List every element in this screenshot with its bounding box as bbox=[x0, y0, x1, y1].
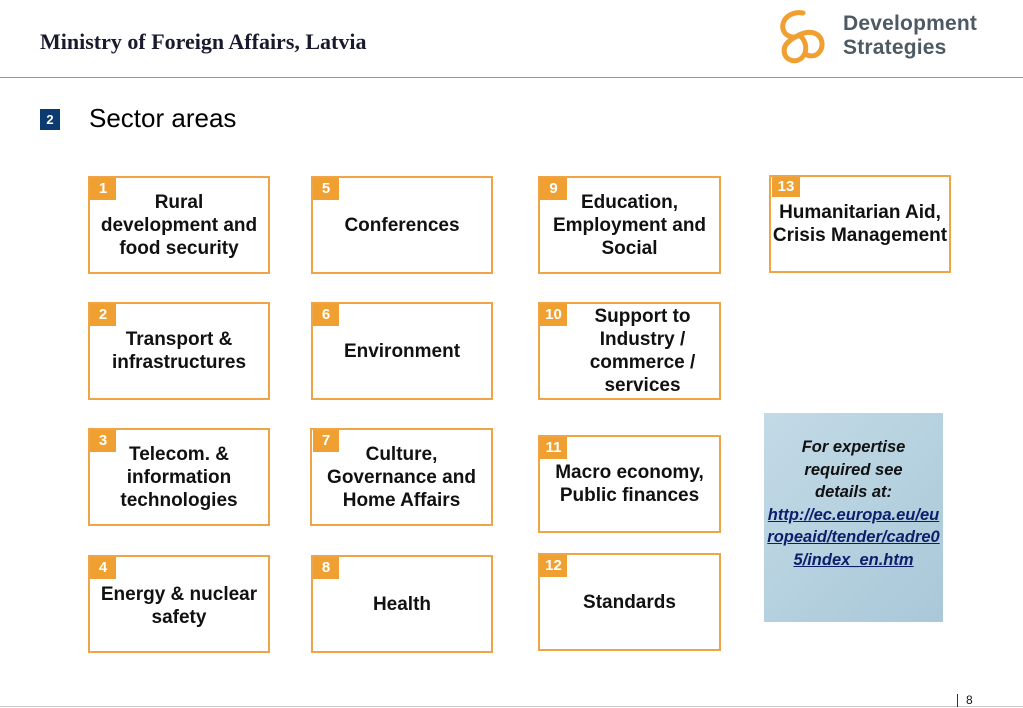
sector-label: Telecom. & information technologies bbox=[120, 443, 238, 511]
sector-label: Education, Employment and Social bbox=[552, 191, 707, 259]
sector-number-badge: 5 bbox=[313, 178, 339, 200]
development-strategies-logo bbox=[773, 9, 1003, 67]
section-title: Sector areas bbox=[89, 103, 237, 133]
sector-number-badge: 8 bbox=[313, 557, 339, 579]
footer-divider bbox=[0, 706, 1023, 707]
sector-number-badge: 6 bbox=[313, 304, 339, 326]
sector-label: Humanitarian Aid, Crisis Management bbox=[772, 202, 948, 246]
header-title: Ministry of Foreign Affairs, Latvia bbox=[40, 29, 367, 54]
sector-number-badge: 7 bbox=[313, 430, 339, 452]
footer-separator bbox=[957, 694, 958, 707]
sector-label: Conferences bbox=[344, 214, 460, 236]
sector-label: Standards bbox=[583, 591, 676, 613]
logo-line-1: Development bbox=[843, 12, 978, 35]
sector-number-badge: 2 bbox=[90, 304, 116, 326]
sector-number-badge: 12 bbox=[540, 555, 567, 577]
sector-label: Transport & infrastructures bbox=[111, 329, 247, 373]
expertise-info-box bbox=[764, 413, 943, 622]
sector-number-badge: 9 bbox=[540, 178, 567, 200]
sector-number-badge: 10 bbox=[540, 304, 567, 326]
sector-label: Rural development and food security bbox=[100, 191, 258, 259]
section-number-badge: 2 bbox=[40, 109, 60, 130]
expertise-link[interactable]: http://ec.europa.eu/europeaid/tender/cadre05/index_en.htm bbox=[767, 505, 940, 569]
sector-number-badge: 13 bbox=[772, 177, 800, 197]
logo-line-2: Strategies bbox=[843, 36, 947, 59]
sector-number-badge: 1 bbox=[90, 178, 116, 200]
sector-label: Culture, Governance and Home Affairs bbox=[327, 443, 476, 511]
logo-mark-icon bbox=[773, 9, 837, 67]
page-number: 8 bbox=[966, 693, 973, 707]
sector-label: Environment bbox=[343, 340, 461, 362]
info-text: For expertise required see details at: bbox=[801, 438, 906, 501]
sector-number-badge: 3 bbox=[90, 430, 116, 452]
logo-text bbox=[843, 12, 977, 60]
sector-label: Macro economy, Public finances bbox=[555, 462, 704, 506]
sector-number-badge: 11 bbox=[540, 437, 567, 459]
sector-number-badge: 4 bbox=[90, 557, 116, 579]
sector-label: Health bbox=[372, 593, 432, 615]
header-divider bbox=[0, 77, 1023, 78]
sector-label: Support to Industry / commerce / services bbox=[589, 306, 696, 396]
sector-label: Energy & nuclear safety bbox=[100, 584, 258, 628]
